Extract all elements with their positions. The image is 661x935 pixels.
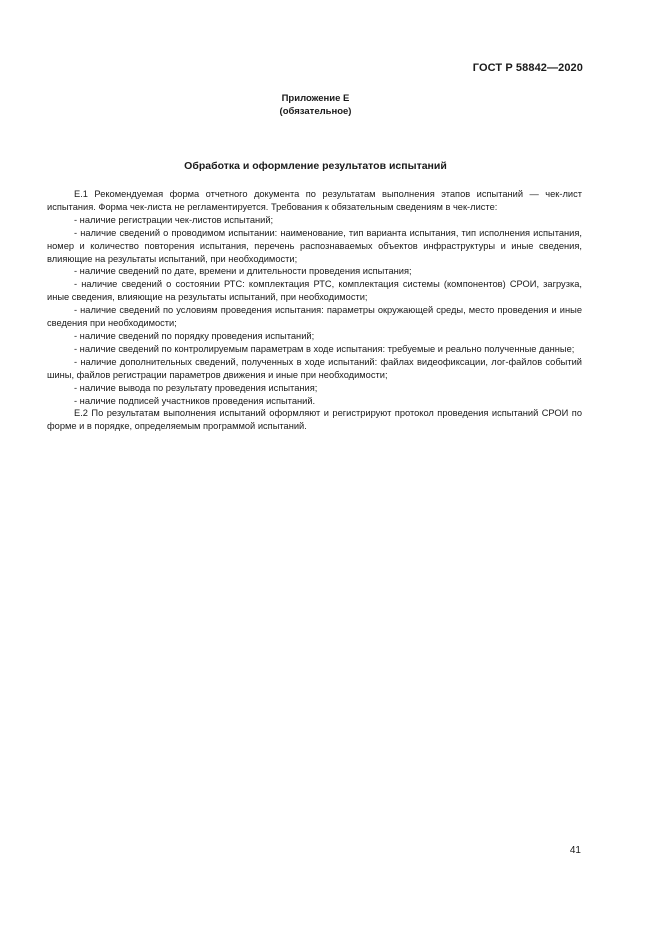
annex-heading bbox=[0, 92, 631, 118]
list-item: - наличие дополнительных сведений, полученных в ходе испытаний: файлах видеофиксации, лог-файлов событий шины, файлов регистрации параметров движения и иные при необходимости; bbox=[47, 356, 582, 380]
list-item: - наличие сведений по порядку проведения испытаний; bbox=[74, 330, 315, 341]
document-code: ГОСТ Р 58842—2020 bbox=[472, 62, 583, 74]
list-item: - наличие вывода по результату проведения испытания; bbox=[74, 382, 318, 393]
list-item: - наличие подписей участников проведения испытаний. bbox=[74, 395, 316, 406]
list-item: - наличие сведений по контролируемым параметрам в ходе испытания: требуемые и реально полученные данные; bbox=[74, 343, 575, 354]
section-title: Обработка и оформление результатов испытаний bbox=[184, 160, 447, 172]
paragraph-e1: Е.1 Рекомендуемая форма отчетного документа по результатам выполнения этапов испытаний — чек-лист испытания. Форма чек-листа не регламентируется. Требования к обязательным сведениям в чек-листе: bbox=[47, 189, 582, 212]
list-item: - наличие сведений по условиям проведения испытания: параметры окружающей среды, место проведения и иные сведения при необходимости; bbox=[47, 305, 582, 329]
list-item: - наличие сведений по дате, времени и длительности проведения испытания; bbox=[74, 266, 412, 277]
list-item: - наличие регистрации чек-листов испытаний; bbox=[74, 214, 274, 225]
list-item: - наличие сведений о состоянии РТС: комплектация РТС, комплектация системы (компонентов) СРОИ, загрузка, иные сведения, влияющие на результаты испытаний, при необходимости; bbox=[47, 279, 582, 303]
annex-title: Приложение Е bbox=[281, 93, 350, 104]
list-item: - наличие сведений о проводимом испытании: наименование, тип варианта испытания, тип исполнения испытания, номер и количество повторения испытания, перечень распознаваемых объектов инфраструктуры и иные сведения, влияющие на результаты испытаний, при необходимости; bbox=[47, 227, 582, 264]
body-text bbox=[47, 188, 582, 433]
annex-status: (обязательное) bbox=[279, 106, 352, 117]
paragraph-e2: Е.2 По результатам выполнения испытаний оформляют и регистрируют протокол проведения испытаний СРОИ по форме и в порядке, определяемым программой испытаний. bbox=[47, 408, 582, 432]
page-number: 41 bbox=[569, 845, 581, 856]
